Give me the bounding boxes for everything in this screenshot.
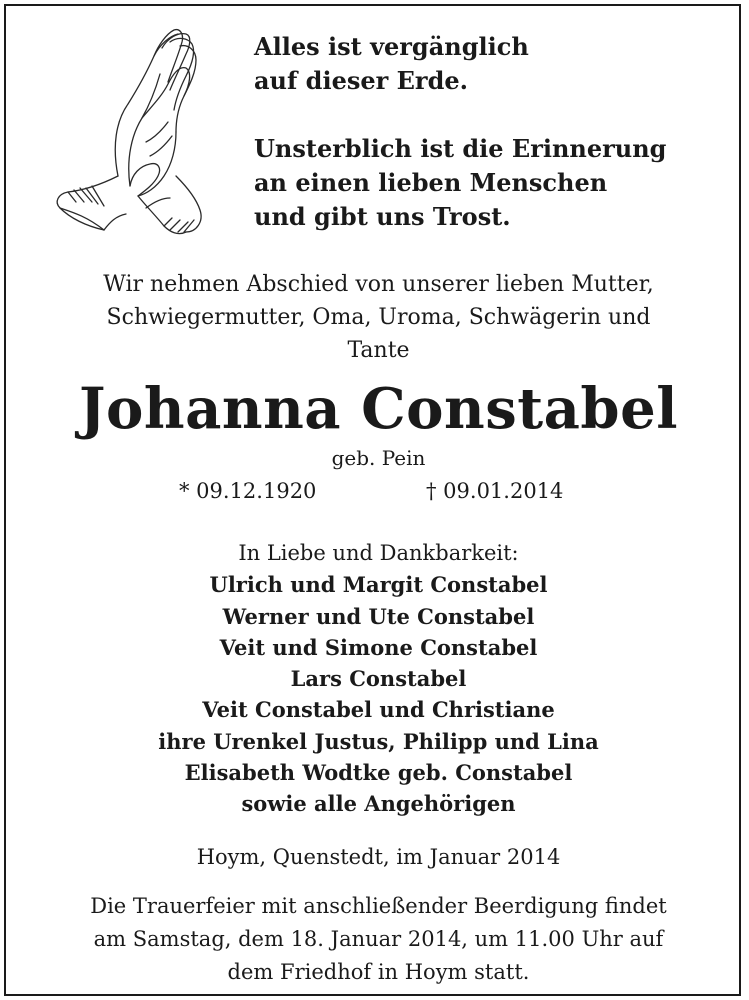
deceased-name: Johanna Constabel bbox=[79, 376, 678, 442]
maiden-name: geb. Pein bbox=[331, 446, 426, 470]
mourners-heading: In Liebe und Dankbarkeit: bbox=[238, 541, 519, 565]
mourners-list bbox=[6, 538, 749, 820]
verse-line: auf dieser Erde. bbox=[254, 66, 468, 95]
intro-line: Tante bbox=[347, 338, 410, 363]
verse-line: und gibt uns Trost. bbox=[254, 202, 511, 231]
farewell-intro bbox=[6, 268, 749, 367]
mourner-entry: Werner und Ute Constabel bbox=[222, 603, 535, 629]
mourner-entry: sowie alle Angehörigen bbox=[241, 791, 516, 817]
funeral-line: dem Friedhof in Hoym statt. bbox=[227, 960, 530, 984]
praying-hands-icon bbox=[46, 26, 206, 241]
funeral-details bbox=[6, 890, 749, 989]
intro-line: Wir nehmen Abschied von unserer lieben Mutter, bbox=[103, 272, 654, 297]
mourner-entry: ihre Urenkel Justus, Philipp und Lina bbox=[158, 728, 599, 754]
verse-line: an einen lieben Menschen bbox=[254, 168, 608, 197]
intro-line: Schwiegermutter, Oma, Uroma, Schwägerin und bbox=[106, 305, 651, 330]
mourner-entry: Ulrich und Margit Constabel bbox=[209, 572, 548, 598]
mourner-entry: Veit Constabel und Christiane bbox=[202, 697, 555, 723]
verse-spacer bbox=[254, 98, 666, 132]
funeral-line: am Samstag, dem 18. Januar 2014, um 11.00 Uhr auf bbox=[93, 927, 664, 951]
mourner-entry: Lars Constabel bbox=[290, 666, 467, 692]
verse-line: Alles ist vergänglich bbox=[254, 32, 529, 61]
funeral-line: Die Trauerfeier mit anschließender Beerdigung findet bbox=[90, 894, 667, 918]
verse-line: Unsterblich ist die Erinnerung bbox=[254, 134, 667, 163]
obituary-notice bbox=[4, 4, 741, 996]
birth-date: * 09.12.1920 bbox=[179, 479, 317, 503]
mourner-entry: Elisabeth Wodtke geb. Constabel bbox=[184, 760, 573, 786]
place-and-date: Hoym, Quenstedt, im Januar 2014 bbox=[196, 845, 561, 869]
verse-block bbox=[254, 30, 666, 234]
mourner-entry: Veit und Simone Constabel bbox=[219, 634, 538, 660]
death-date: † 09.01.2014 bbox=[426, 479, 564, 503]
